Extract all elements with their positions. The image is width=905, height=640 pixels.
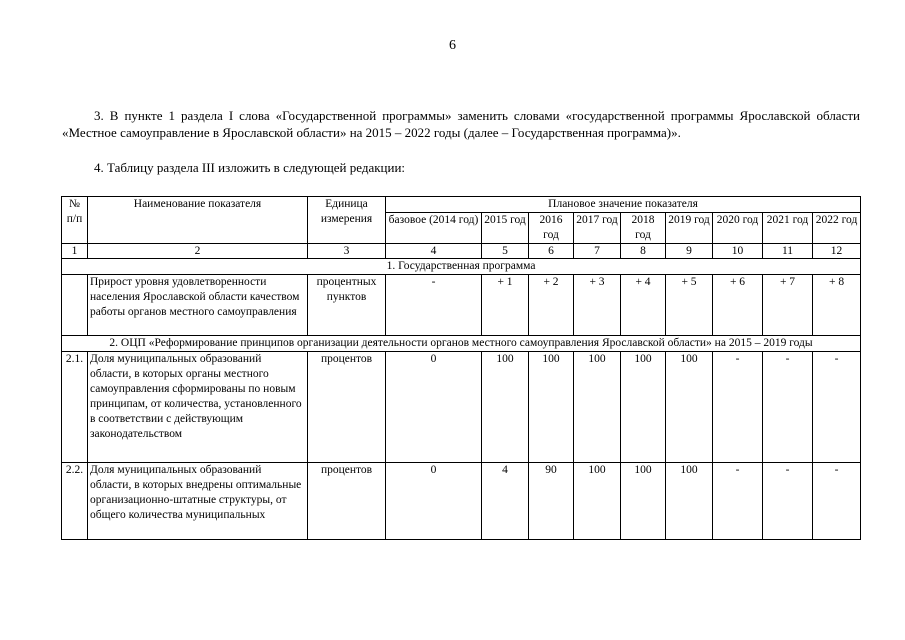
col-number: 9	[666, 244, 713, 259]
header-year: 2017 год	[574, 213, 621, 244]
col-number: 7	[574, 244, 621, 259]
col-number: 10	[713, 244, 763, 259]
value-cell: + 8	[813, 275, 861, 336]
value-cell: + 4	[621, 275, 666, 336]
table-row	[62, 352, 861, 463]
value-cell: 100	[621, 352, 666, 463]
header-year: 2016 год	[529, 213, 574, 244]
col-number: 4	[386, 244, 482, 259]
value-cell: 0	[386, 352, 482, 463]
header-planned: Плановое значение показателя	[386, 197, 861, 213]
value-cell: -	[386, 275, 482, 336]
header-year: 2021 год	[763, 213, 813, 244]
value-cell: 100	[666, 463, 713, 540]
col-number: 8	[621, 244, 666, 259]
value-cell: -	[813, 463, 861, 540]
indicator-name: Доля муниципальных образований области, в которых внедрены оптимальные организационно-штатные структуры, от общего количества муниципальных	[88, 463, 308, 540]
col-number: 3	[308, 244, 386, 259]
col-number: 12	[813, 244, 861, 259]
col-number: 2	[88, 244, 308, 259]
value-cell: + 2	[529, 275, 574, 336]
header-name: Наименование показателя	[88, 197, 308, 244]
col-number: 5	[482, 244, 529, 259]
value-cell: 4	[482, 463, 529, 540]
indicator-unit: процентов	[308, 463, 386, 540]
value-cell: + 1	[482, 275, 529, 336]
header-year: 2020 год	[713, 213, 763, 244]
section-row-2	[62, 336, 861, 352]
table-header-row-1	[62, 197, 861, 213]
header-unit: Единица измерения	[308, 197, 386, 244]
page-number: 6	[449, 38, 456, 53]
paragraph-4: 4. Таблицу раздела III изложить в следующей редакции:	[94, 160, 406, 175]
col-number: 6	[529, 244, 574, 259]
section-title-1: 1. Государственная программа	[62, 259, 861, 275]
col-number: 1	[62, 244, 88, 259]
indicator-unit: процентных пунктов	[308, 275, 386, 336]
value-cell: + 5	[666, 275, 713, 336]
value-cell: 0	[386, 463, 482, 540]
value-cell: + 7	[763, 275, 813, 336]
value-cell: 100	[574, 463, 621, 540]
paragraph-3: 3. В пункте 1 раздела I слова «Государственной программы» заменить словами «государственной программы Ярославской области «Местное самоуправление в Ярославской области» на 2015 – 2022 годы (далее – Государственная программа)».	[62, 108, 860, 140]
value-cell: 100	[529, 352, 574, 463]
value-cell: + 3	[574, 275, 621, 336]
header-num: № п/п	[62, 197, 88, 244]
header-year: 2022 год	[813, 213, 861, 244]
table-row	[62, 275, 861, 336]
row-num	[62, 275, 88, 336]
value-cell: 100	[574, 352, 621, 463]
value-cell: 90	[529, 463, 574, 540]
value-cell: 100	[621, 463, 666, 540]
section-row-1	[62, 259, 861, 275]
value-cell: + 6	[713, 275, 763, 336]
value-cell: 100	[482, 352, 529, 463]
header-year: 2019 год	[666, 213, 713, 244]
value-cell: -	[713, 352, 763, 463]
section-title-2: 2. ОЦП «Реформирование принципов организации деятельности органов местного самоуправления Ярославской области» на 2015 – 2019 годы	[62, 336, 861, 352]
value-cell: 100	[666, 352, 713, 463]
value-cell: -	[713, 463, 763, 540]
table-row	[62, 463, 861, 540]
value-cell: -	[763, 463, 813, 540]
indicator-unit: процентов	[308, 352, 386, 463]
indicator-name: Прирост уровня удовлетворенности населения Ярославской области качеством работы органов местного самоуправления	[88, 275, 308, 336]
row-num: 2.2.	[62, 463, 88, 540]
row-num: 2.1.	[62, 352, 88, 463]
indicator-name: Доля муниципальных образований области, в которых органы местного самоуправления сформированы по новым принципам, от количества, установленного в соответствии с действующим законодательством	[88, 352, 308, 463]
value-cell: -	[813, 352, 861, 463]
header-base: базовое (2014 год)	[386, 213, 482, 244]
col-number: 11	[763, 244, 813, 259]
indicators-table	[61, 196, 861, 540]
header-year: 2018 год	[621, 213, 666, 244]
column-number-row	[62, 244, 861, 259]
header-year: 2015 год	[482, 213, 529, 244]
value-cell: -	[763, 352, 813, 463]
